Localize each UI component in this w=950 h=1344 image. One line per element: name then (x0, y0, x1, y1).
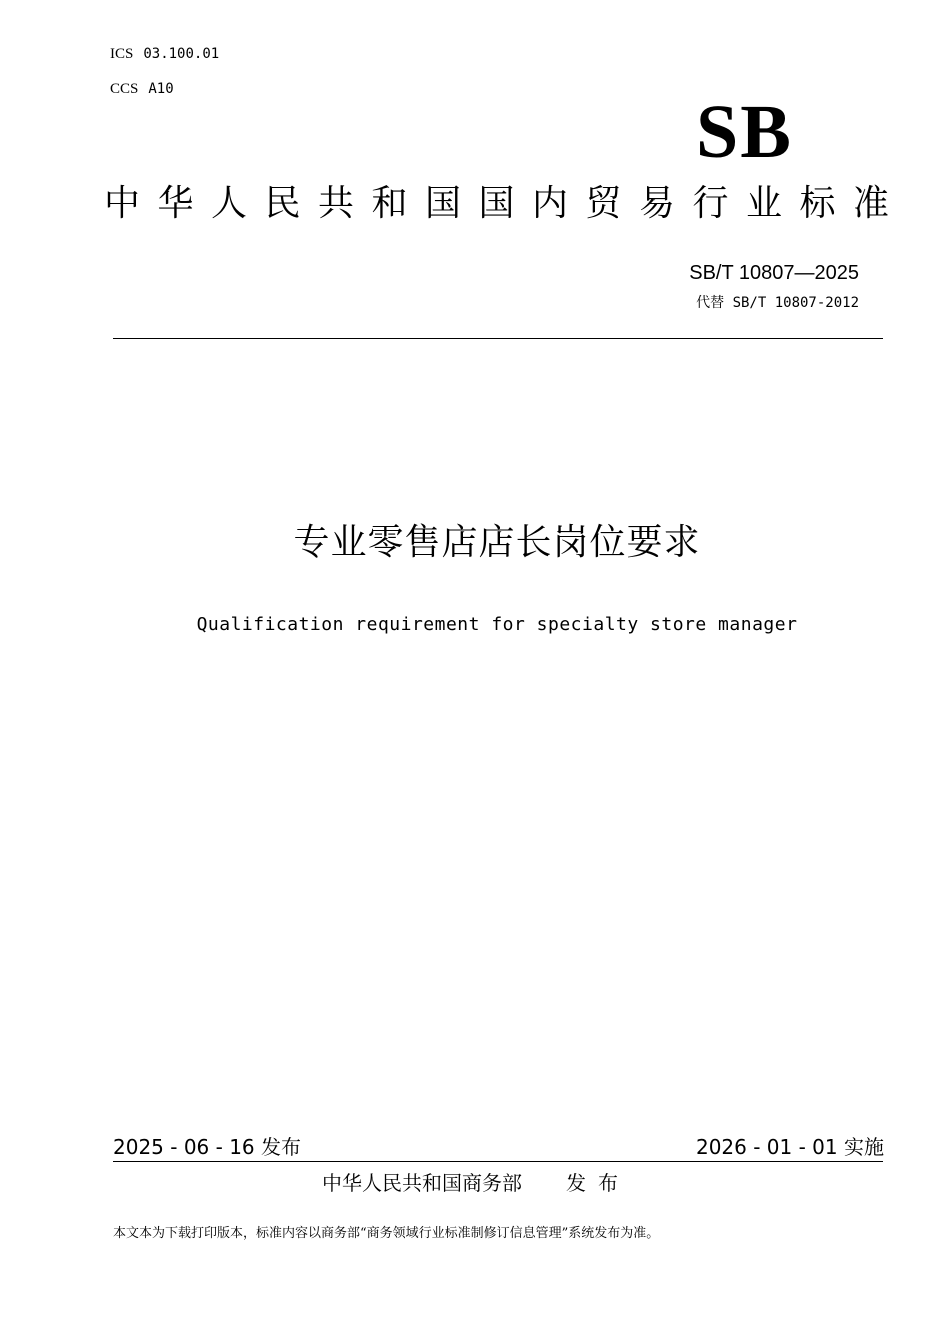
implementation-date: 2026 - 01 - 01 实施 (695, 1135, 884, 1159)
ccs-code (110, 81, 174, 98)
ics-code (110, 46, 219, 63)
document-title: 专业零售店店长岗位要求 (293, 522, 701, 563)
top-divider (113, 338, 883, 339)
publish-verb: 发布 (566, 1171, 630, 1195)
standard-category-title: 中华人民共和国国内贸易行业标准 (104, 183, 907, 224)
ccs-label: CCS (110, 81, 139, 97)
download-note: 本文本为下载打印版本，标准内容以商务部“商务领域行业标准制修订信息管理”系统发布为准。 (113, 1226, 660, 1241)
document-subtitle-english: Qualification requirement for specialty store manager (196, 614, 798, 635)
publisher-line (322, 1167, 630, 1196)
bottom-divider (113, 1161, 883, 1162)
issue-date: 2025 - 06 - 16 发布 (113, 1135, 302, 1159)
ccs-value: A10 (148, 81, 174, 97)
ics-value: 03.100.01 (143, 46, 220, 62)
publisher-name: 中华人民共和国商务部 (322, 1171, 522, 1195)
ics-label: ICS (110, 46, 134, 62)
replaces-standard: 代替 SB/T 10807-2012 (696, 295, 859, 311)
standard-number: SB/T 10807—2025 (689, 262, 859, 284)
sb-mark: SB (696, 90, 793, 174)
